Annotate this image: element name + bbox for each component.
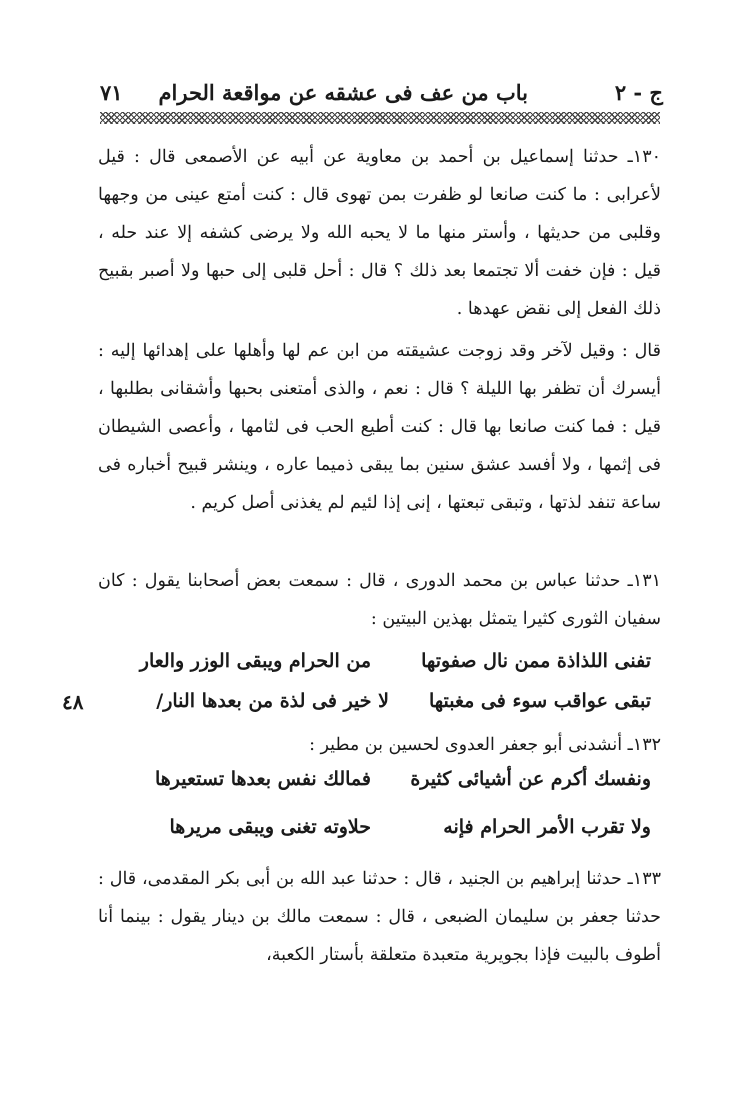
paragraph-130: ١٣٠ـ حدثنا إسماعيل بن أحمد بن معاوية عن أبيه عن الأصمعى قال : قيل لأعرابى : ما كنت صانعا لو ظفرت بمن تهوى قال : كنت أمتع عينى من وجهها وقلبى من حديثها ، وأستر منها ما لا يحبه الله ولا يرضى كشفه إلا عند حله ، قيل : فإن خفت ألا تجتمعا بعد ذلك ؟ قال : أحل قلبى إلى حبها ولا أصبر بقبيح ذلك الفعل إلى نقض عهدها . xyxy=(98,147,661,319)
verse-3-first-hemistich: ونفسك أكرم عن أشيائى كثيرة xyxy=(410,768,651,790)
verse-1-first-hemistich: تفنى اللذاذة ممن نال صفوتها xyxy=(421,650,651,672)
paragraph-133: ١٣٣ـ حدثنا إبراهيم بن الجنيد ، قال : حدثنا عبد الله بن أبى بكر المقدمى، قال : حدثنا جعفر بن سليمان الضبعى ، قال : سمعت مالك بن دينار يقول : بينما أنا أطوف بالبيت فإذا بجويرية متعبدة متعلقة بأستار الكعبة، xyxy=(98,869,661,965)
verse-2-second-hemistich: لا خير فى لذة من بعدها النار/ xyxy=(156,690,389,712)
verse-4-second-hemistich: حلاوته تغنى ويبقى مريرها xyxy=(169,816,371,838)
verse-1-second-hemistich: من الحرام ويبقى الوزر والعار xyxy=(139,650,371,672)
volume-label: ج - ٢ xyxy=(614,80,663,105)
verse-4-first-hemistich: ولا تقرب الأمر الحرام فإنه xyxy=(443,816,651,838)
verse-2-first-hemistich: تبقى عواقب سوء فى مغبتها xyxy=(428,690,651,712)
paragraph-132: ١٣٢ـ أنشدنى أبو جعفر العدوى لحسين بن مطير : xyxy=(309,735,661,755)
paragraph-131: ١٣١ـ حدثنا عباس بن محمد الدورى ، قال : سمعت بعض أصحابنا يقول : كان سفيان الثورى كثيرا يتمثل بهذين البيتين : xyxy=(98,571,661,629)
chapter-title: باب من عف فى عشقه عن مواقعة الحرام xyxy=(158,80,528,105)
margin-page-marker: ٤٨ xyxy=(62,690,84,714)
paragraph-130-continued: قال : وقيل لآخر وقد زوجت عشيقته من ابن عم لها وأهلها على إهدائها إليه : أيسرك أن تظفر بها الليلة ؟ قال : نعم ، والذى أمتعنى بحبها وأشقانى بطلبها ، قيل : فما كنت صانعا بها قال : كنت أطيع الحب فى لثامها ، وأعصى الشيطان فى إثمها ، ولا أفسد عشق سنين بما يبقى ذميما عاره ، وينشر قبيح أخباره فى ساعة تنفد لذتها ، وتبقى تبعتها ، إنى إذا لئيم لم يغذنى أصل كريم . xyxy=(98,341,662,513)
page-number: ٧١ xyxy=(100,80,123,105)
verse-3-second-hemistich: فمالك نفس بعدها تستعيرها xyxy=(154,768,371,790)
header-ornament-rule xyxy=(100,112,660,124)
